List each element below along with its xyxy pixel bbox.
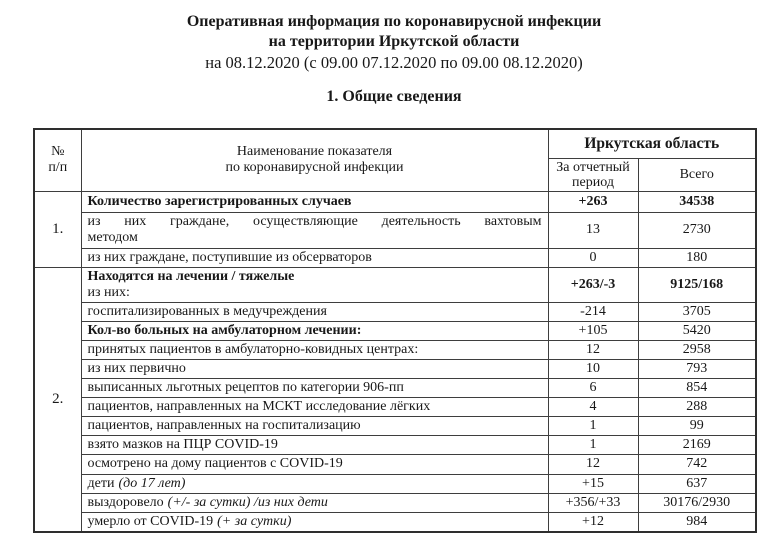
table-row [34, 267, 756, 302]
row-label-line1: из них граждане, осуществляющие деятельность вахтовым [87, 214, 542, 229]
table-row [34, 454, 756, 474]
table-row [34, 493, 756, 512]
row-label: пациентов, направленных на госпитализацию [81, 416, 548, 435]
value-period: +15 [548, 474, 638, 493]
col-header-indicator-line1: Наименование показателя [236, 144, 393, 160]
value-period: +12 [548, 512, 638, 532]
row-label-text: дети [87, 475, 115, 491]
row-label [81, 212, 548, 248]
section-heading: 1. Общие сведения [326, 88, 462, 105]
table-row [34, 397, 756, 416]
row-label-line2: методом [87, 230, 138, 245]
table-row [34, 340, 756, 359]
value-total: 288 [638, 397, 756, 416]
row-label-note: (+ за сутки) [217, 513, 292, 529]
row-label: Количество зарегистрированных случаев [81, 191, 548, 212]
value-period: 4 [548, 397, 638, 416]
table-header-row-1 [34, 129, 756, 158]
row-label: из них граждане, поступившие из обсерваторов [81, 248, 548, 267]
value-total: 2958 [638, 340, 756, 359]
row-label: выписанных льготных рецептов по категории 906-пп [81, 378, 548, 397]
row-label [81, 474, 548, 493]
row-label: Кол-во больных на амбулаторном лечении: [81, 321, 548, 340]
col-header-number-line2: п/п [48, 160, 68, 176]
col-header-region: Иркутская область [548, 129, 756, 158]
value-total: 34538 [638, 191, 756, 212]
col-header-indicator [81, 129, 548, 191]
value-period: 13 [548, 212, 638, 248]
value-total: 99 [638, 416, 756, 435]
value-total: 2730 [638, 212, 756, 248]
col-header-period: За отчетный период [548, 158, 638, 191]
value-period: -214 [548, 302, 638, 321]
row-label [81, 512, 548, 532]
table-row [34, 248, 756, 267]
row-label-note: (до 17 лет) [118, 475, 186, 491]
value-period: 10 [548, 359, 638, 378]
col-header-number-line1: № [51, 144, 65, 160]
value-total: 2169 [638, 435, 756, 454]
value-period: 6 [548, 378, 638, 397]
table-row [34, 512, 756, 532]
table-row [34, 435, 756, 454]
value-period: 12 [548, 340, 638, 359]
value-period: 12 [548, 454, 638, 474]
table-row [34, 359, 756, 378]
table-row [34, 321, 756, 340]
document-title-block [24, 12, 764, 73]
row-label-text: выздоровело [87, 494, 164, 510]
title-line-2: на территории Иркутской области [268, 33, 520, 50]
row-label-line2: из них: [87, 284, 130, 300]
value-period: +356/+33 [548, 493, 638, 512]
group-number-2: 2. [34, 267, 81, 532]
row-label-note: (+/- за сутки) /из них дети [167, 494, 328, 510]
value-total: 9125/168 [638, 267, 756, 302]
table-row [34, 212, 756, 248]
table-row [34, 191, 756, 212]
row-label [81, 493, 548, 512]
value-total: 3705 [638, 302, 756, 321]
value-period: +263 [548, 191, 638, 212]
general-info-table [33, 128, 757, 533]
value-total: 30176/2930 [638, 493, 756, 512]
value-total: 854 [638, 378, 756, 397]
row-label-text: умерло от COVID-19 [87, 513, 214, 529]
value-total: 793 [638, 359, 756, 378]
title-line-1: Оперативная информация по коронавирусной инфекции [186, 13, 602, 30]
row-label: пациентов, направленных на МСКТ исследование лёгких [81, 397, 548, 416]
value-total: 637 [638, 474, 756, 493]
value-period: 1 [548, 435, 638, 454]
value-total: 5420 [638, 321, 756, 340]
col-header-indicator-line2: по коронавирусной инфекции [225, 160, 404, 176]
row-label [81, 267, 548, 302]
col-header-total: Всего [638, 158, 756, 191]
value-total: 742 [638, 454, 756, 474]
value-period: +105 [548, 321, 638, 340]
col-header-number [34, 129, 81, 191]
table-row [34, 416, 756, 435]
table-row [34, 302, 756, 321]
value-period: +263/-3 [548, 267, 638, 302]
group-number-1: 1. [34, 191, 81, 267]
value-period: 1 [548, 416, 638, 435]
table-row [34, 474, 756, 493]
value-total: 984 [638, 512, 756, 532]
title-date-line: на 08.12.2020 (с 09.00 07.12.2020 по 09.00 08.12.2020) [205, 53, 583, 72]
row-label: осмотрено на дому пациентов с COVID-19 [81, 454, 548, 474]
value-total: 180 [638, 248, 756, 267]
row-label: взято мазков на ПЦР COVID-19 [81, 435, 548, 454]
row-label: из них первично [81, 359, 548, 378]
value-period: 0 [548, 248, 638, 267]
row-label-line1: Находятся на лечении / тяжелые [87, 268, 295, 284]
row-label: принятых пациентов в амбулаторно-ковидных центрах: [81, 340, 548, 359]
table-row [34, 378, 756, 397]
row-label: госпитализированных в медучреждения [81, 302, 548, 321]
